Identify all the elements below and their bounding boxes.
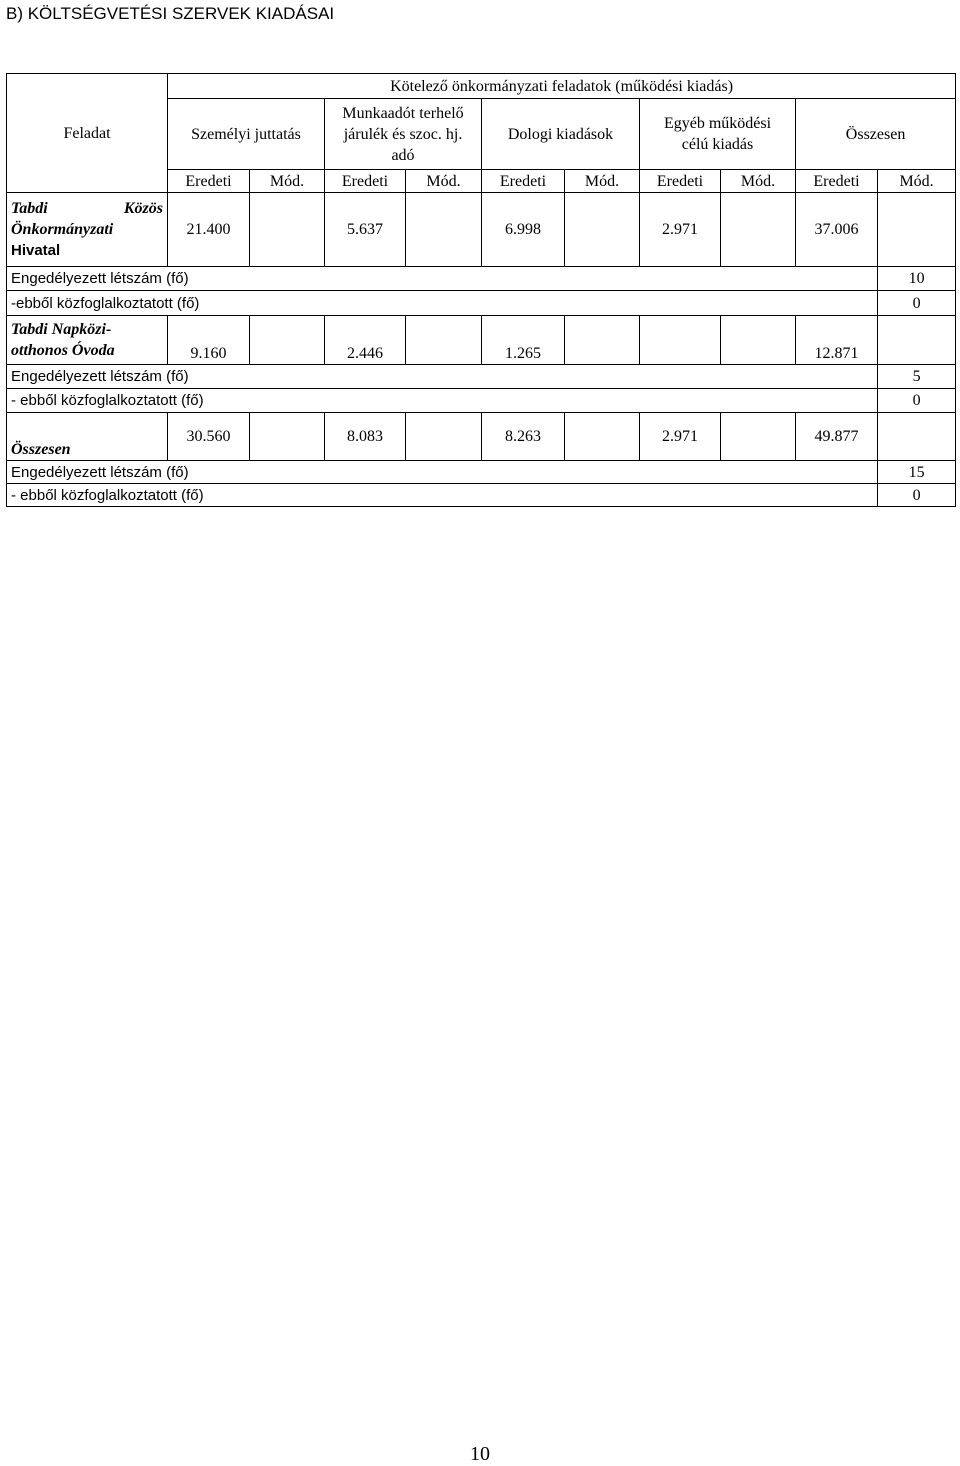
cell-szemelyi: 21.400 bbox=[168, 193, 250, 267]
cell-egyeb bbox=[640, 316, 721, 365]
header-osszesen: Összesen bbox=[796, 99, 956, 170]
table-row bbox=[7, 461, 956, 484]
sub-mod: Mód. bbox=[878, 170, 956, 193]
letszam-value: 5 bbox=[878, 365, 956, 389]
page-number: 10 bbox=[470, 1443, 490, 1465]
sub-eredeti: Eredeti bbox=[482, 170, 565, 193]
letszam-value: 10 bbox=[878, 267, 956, 291]
cell-szemelyi: 30.560 bbox=[168, 413, 250, 461]
sub-mod: Mód. bbox=[565, 170, 640, 193]
cell-egyeb: 2.971 bbox=[640, 193, 721, 267]
table-row bbox=[7, 365, 956, 389]
cell-dologi: 6.998 bbox=[482, 193, 565, 267]
sub-mod: Mód. bbox=[721, 170, 796, 193]
row-name-ovoda: Tabdi Napközi- otthonos Óvoda bbox=[7, 316, 168, 365]
sub-eredeti: Eredeti bbox=[640, 170, 721, 193]
table-row bbox=[7, 413, 956, 461]
cell-szemelyi: 9.160 bbox=[168, 316, 250, 365]
letszam-label: Engedélyezett létszám (fő) bbox=[7, 461, 878, 484]
kozfog-value: 0 bbox=[878, 389, 956, 413]
sub-mod: Mód. bbox=[406, 170, 482, 193]
table-row bbox=[7, 316, 956, 365]
letszam-label: Engedélyezett létszám (fő) bbox=[7, 267, 878, 291]
cell-dologi: 8.263 bbox=[482, 413, 565, 461]
table-row bbox=[7, 267, 956, 291]
header-super: Kötelező önkormányzati feladatok (működési kiadás) bbox=[168, 74, 956, 99]
table-row bbox=[7, 193, 956, 267]
cell-munkaado: 2.446 bbox=[325, 316, 406, 365]
sub-eredeti: Eredeti bbox=[325, 170, 406, 193]
kozfog-label: -ebből közfoglalkoztatott (fő) bbox=[7, 291, 878, 316]
table-row bbox=[7, 291, 956, 316]
page-heading: B) KÖLTSÉGVETÉSI SZERVEK KIADÁSAI bbox=[6, 4, 335, 23]
kozfog-label: - ebből közfoglalkoztatott (fő) bbox=[7, 389, 878, 413]
table-row bbox=[7, 484, 956, 507]
budget-table bbox=[6, 73, 956, 507]
letszam-label: Engedélyezett létszám (fő) bbox=[7, 365, 878, 389]
sub-eredeti: Eredeti bbox=[796, 170, 878, 193]
kozfog-value: 0 bbox=[878, 484, 956, 507]
row-name-hivatal: Tabdi Közös Önkormányzati Hivatal bbox=[7, 193, 168, 267]
cell-egyeb: 2.971 bbox=[640, 413, 721, 461]
cell-munkaado: 5.637 bbox=[325, 193, 406, 267]
row-name-osszesen: Összesen bbox=[7, 413, 168, 461]
letszam-value: 15 bbox=[878, 461, 956, 484]
kozfog-value: 0 bbox=[878, 291, 956, 316]
sub-eredeti: Eredeti bbox=[168, 170, 250, 193]
kozfog-label: - ebből közfoglalkoztatott (fő) bbox=[7, 484, 878, 507]
table-row bbox=[7, 389, 956, 413]
header-dologi: Dologi kiadások bbox=[482, 99, 640, 170]
cell-dologi: 1.265 bbox=[482, 316, 565, 365]
header-egyeb: Egyéb működési célú kiadás bbox=[640, 99, 796, 170]
cell-osszesen: 49.877 bbox=[796, 413, 878, 461]
header-feladat: Feladat bbox=[7, 74, 168, 193]
header-munkaado: Munkaadót terhelő járulék és szoc. hj. adó bbox=[325, 99, 482, 170]
cell-osszesen: 37.006 bbox=[796, 193, 878, 267]
sub-mod: Mód. bbox=[250, 170, 325, 193]
header-szemelyi: Személyi juttatás bbox=[168, 99, 325, 170]
cell-osszesen: 12.871 bbox=[796, 316, 878, 365]
cell-munkaado: 8.083 bbox=[325, 413, 406, 461]
